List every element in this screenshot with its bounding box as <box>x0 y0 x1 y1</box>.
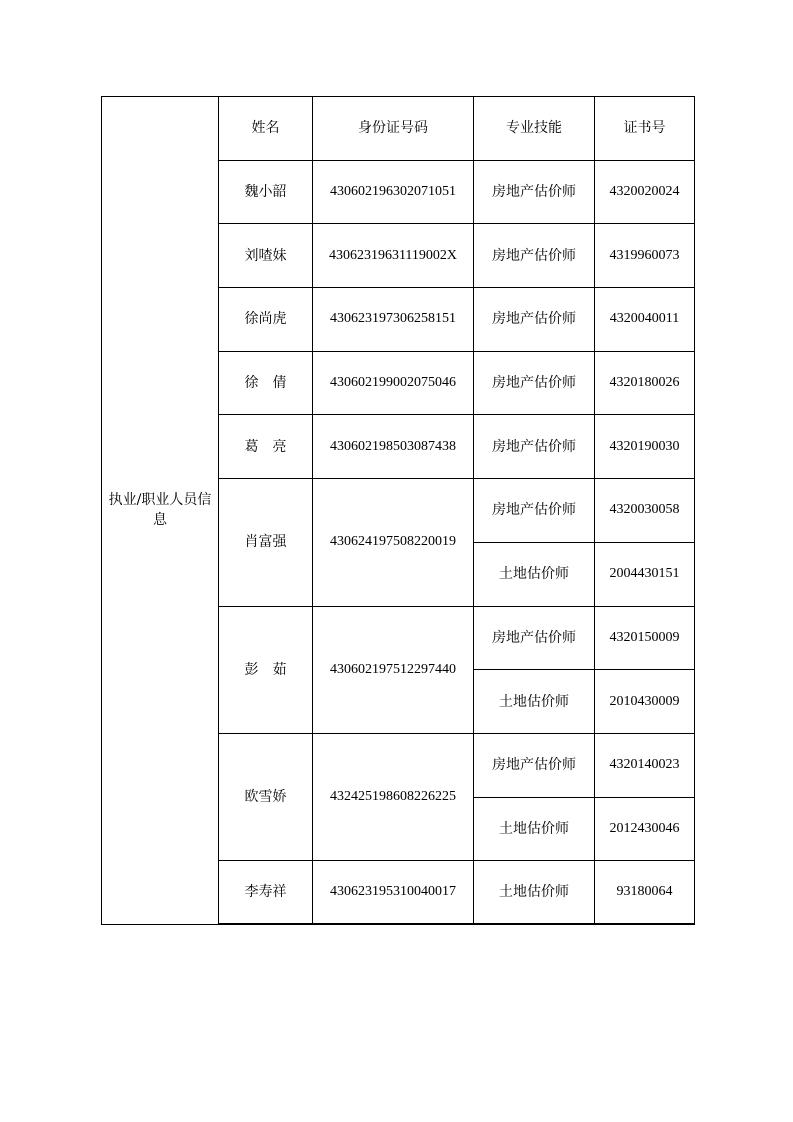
cert-number: 2010430009 <box>595 670 695 734</box>
header-name: 姓名 <box>219 97 313 161</box>
cert-number: 2012430046 <box>595 797 695 861</box>
skill: 土地估价师 <box>474 542 595 606</box>
id-number: 43062319631119002X <box>313 224 474 288</box>
header-row <box>102 97 695 161</box>
cert-number: 4320020024 <box>595 160 695 224</box>
id-number: 430602199002075046 <box>313 351 474 415</box>
id-number: 430602197512297440 <box>313 606 474 733</box>
cert-number: 2004430151 <box>595 542 695 606</box>
skill: 房地产估价师 <box>474 160 595 224</box>
cert-number: 4320140023 <box>595 733 695 797</box>
personnel-info-table <box>101 96 695 925</box>
person-name: 徐尚虎 <box>219 288 313 352</box>
skill: 房地产估价师 <box>474 479 595 543</box>
skill: 房地产估价师 <box>474 733 595 797</box>
header-cert-number: 证书号 <box>595 97 695 161</box>
id-number: 430602196302071051 <box>313 160 474 224</box>
header-id-number: 身份证号码 <box>313 97 474 161</box>
id-number: 432425198608226225 <box>313 733 474 860</box>
person-name: 魏小韶 <box>219 160 313 224</box>
skill: 土地估价师 <box>474 670 595 734</box>
skill: 房地产估价师 <box>474 351 595 415</box>
id-number: 430602198503087438 <box>313 415 474 479</box>
id-number: 430623197306258151 <box>313 288 474 352</box>
cert-number: 4320150009 <box>595 606 695 670</box>
section-label: 执业/职业人员信息 <box>102 97 219 925</box>
cert-number: 4320190030 <box>595 415 695 479</box>
id-number: 430624197508220019 <box>313 479 474 606</box>
cert-number: 4320040011 <box>595 288 695 352</box>
cert-number: 93180064 <box>595 861 695 925</box>
skill: 土地估价师 <box>474 861 595 925</box>
table-body <box>102 97 695 925</box>
cert-number: 4319960073 <box>595 224 695 288</box>
person-name: 彭 茹 <box>219 606 313 733</box>
person-name: 李寿祥 <box>219 861 313 925</box>
skill: 土地估价师 <box>474 797 595 861</box>
skill: 房地产估价师 <box>474 606 595 670</box>
id-number: 430623195310040017 <box>313 861 474 925</box>
person-name: 刘喳妹 <box>219 224 313 288</box>
skill: 房地产估价师 <box>474 224 595 288</box>
header-skill: 专业技能 <box>474 97 595 161</box>
person-name: 肖富强 <box>219 479 313 606</box>
person-name: 徐 倩 <box>219 351 313 415</box>
person-name: 欧雪娇 <box>219 733 313 860</box>
cert-number: 4320030058 <box>595 479 695 543</box>
cert-number: 4320180026 <box>595 351 695 415</box>
skill: 房地产估价师 <box>474 415 595 479</box>
person-name: 葛 亮 <box>219 415 313 479</box>
skill: 房地产估价师 <box>474 288 595 352</box>
